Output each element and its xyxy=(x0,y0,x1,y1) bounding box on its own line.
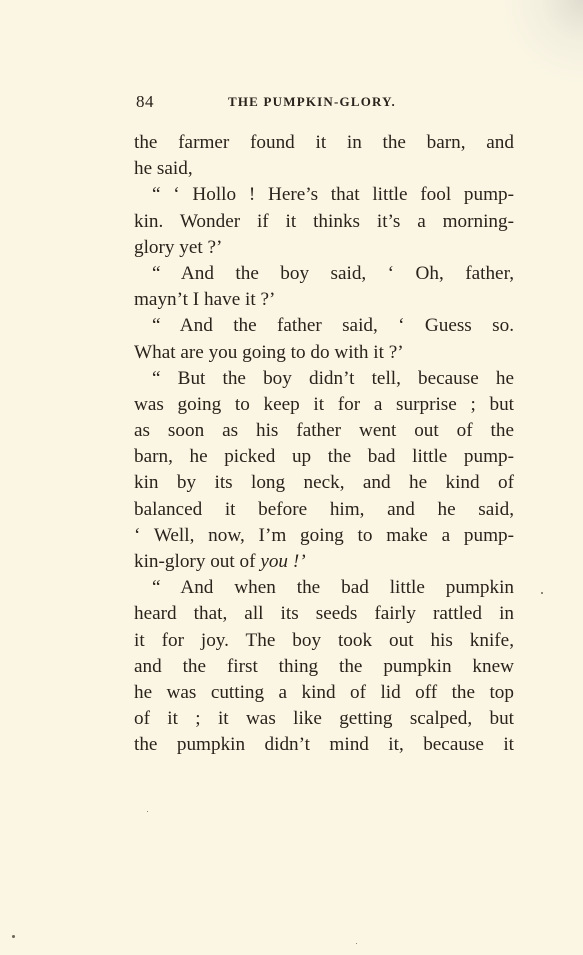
text-line xyxy=(134,156,514,182)
text-line xyxy=(134,444,514,470)
text-line-content: he said, xyxy=(134,158,193,180)
page-header xyxy=(136,92,516,116)
text-line-content: he was cutting a kind of lid off the top xyxy=(134,681,514,703)
text-line xyxy=(134,601,514,627)
text-line xyxy=(134,549,514,575)
running-head: THE PUMPKIN-GLORY. xyxy=(228,94,397,109)
text-line-content: “ And the father said, ‘ Guess so. xyxy=(152,315,514,337)
paper-speck xyxy=(356,943,357,944)
text-line-content: balanced it before him, and he said, xyxy=(134,498,514,520)
text-line xyxy=(134,680,514,706)
text-line xyxy=(134,654,514,680)
text-line xyxy=(134,287,514,313)
text-line-content: kin. Wonder if it thinks it’s a morning- xyxy=(134,210,514,232)
text-line xyxy=(134,470,514,496)
text-line-content: it for joy. The boy took out his knife, xyxy=(134,629,514,651)
text-line xyxy=(134,575,514,601)
text-line-content: What are you going to do with it ?’ xyxy=(134,341,404,363)
text-line-content: kin-glory out of xyxy=(134,551,261,572)
text-line-content: glory yet ?’ xyxy=(134,236,223,258)
paper-speck xyxy=(541,592,543,594)
text-line xyxy=(134,392,514,418)
page-number: 84 xyxy=(136,92,154,111)
text-line-content: of it ; it was like getting scalped, but xyxy=(134,708,514,730)
text-line xyxy=(134,209,514,235)
text-line xyxy=(134,235,514,261)
text-line xyxy=(134,732,514,758)
text-line-content: and the first thing the pumpkin knew xyxy=(134,655,514,677)
text-line-content: the farmer found it in the barn, and xyxy=(134,132,514,153)
text-line-content: heard that, all its seeds fairly rattled in xyxy=(134,603,514,625)
text-line xyxy=(134,130,514,156)
text-line-content: barn, he picked up the bad little pump- xyxy=(134,446,514,468)
text-line-content: mayn’t I have it ?’ xyxy=(134,289,276,311)
text-line-content: kin by its long neck, and he kind of xyxy=(134,472,514,494)
text-line-content: was going to keep it for a surprise ; but xyxy=(134,393,514,415)
text-line xyxy=(134,418,514,444)
body-text xyxy=(134,130,514,759)
text-line xyxy=(134,313,514,339)
paper-corner-stain xyxy=(503,0,583,90)
paper-speck xyxy=(147,811,148,812)
text-line-content: the pumpkin didn’t mind it, because it xyxy=(134,734,514,756)
text-line xyxy=(134,261,514,287)
text-line-content: “ But the boy didn’t tell, because he xyxy=(152,367,514,389)
paper-speck xyxy=(12,935,15,938)
text-line-content: “ And the boy said, ‘ Oh, father, xyxy=(152,262,514,284)
text-line xyxy=(134,340,514,366)
text-line-content: ‘ Well, now, I’m going to make a pump- xyxy=(134,524,514,546)
text-line-content: “ ‘ Hollo ! Here’s that little fool pump- xyxy=(152,184,514,206)
text-line-content: “ And when the bad little pumpkin xyxy=(152,577,514,599)
text-line-content: as soon as his father went out of the xyxy=(134,420,514,442)
text-line xyxy=(134,706,514,732)
text-line xyxy=(134,366,514,392)
text-line xyxy=(134,628,514,654)
text-line xyxy=(134,523,514,549)
text-line-italic: you !’ xyxy=(260,551,306,572)
text-line xyxy=(134,182,514,208)
text-line xyxy=(134,497,514,523)
